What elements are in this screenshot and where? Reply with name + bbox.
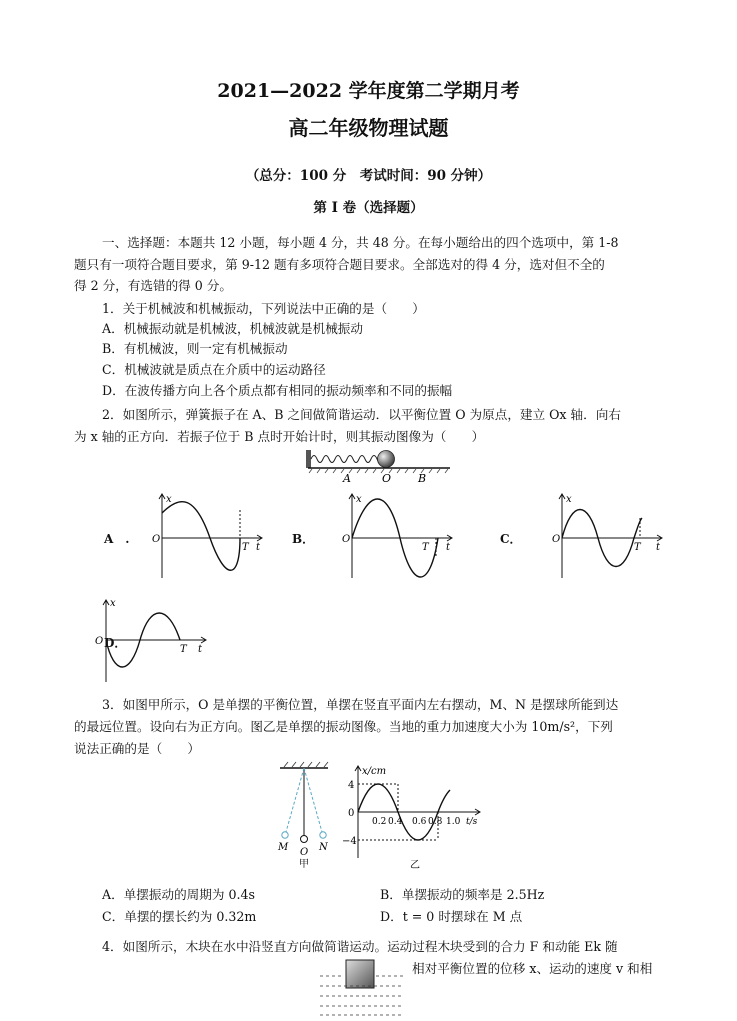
q1-option-a: A．机械振动就是机械波，机械波就是机械振动	[102, 321, 363, 336]
pendulum-o-label: O	[300, 847, 309, 858]
q4-stem-line2: 相对平衡位置的位移 x、运动的速度 v 和相	[412, 961, 653, 976]
wood-block	[346, 960, 374, 988]
graph-d-t-label: t	[198, 644, 203, 655]
q3-stem-line3: 说法正确的是（ ）	[74, 741, 200, 756]
bob-right	[320, 832, 326, 838]
graph-option-d	[92, 596, 212, 686]
graph-b-origin: O	[342, 534, 351, 545]
graph-a-t-label: t	[256, 542, 261, 553]
graph3-xtick-0.4: 0.4	[388, 817, 403, 827]
graph-option-a	[150, 490, 270, 582]
section-intro-line1: 一、选择题：本题共 12 小题，每小题 4 分，共 48 分。在每小题给出的四个选项中，第 1-8	[102, 235, 619, 250]
graph-option-c	[550, 490, 670, 582]
graph3-x-label: t/s	[466, 817, 478, 827]
graph-a-curve	[162, 502, 240, 571]
q3-option-c: C．单摆的摆长约为 0.32m	[102, 909, 257, 924]
floating-block-figure	[318, 954, 408, 1018]
pendulum-caption: 甲	[299, 859, 309, 870]
q2-option-b-label: B．	[292, 532, 315, 546]
point-o-label: O	[382, 472, 392, 485]
pendulum-n-label: N	[319, 842, 328, 853]
string-right	[304, 768, 322, 832]
string-left	[286, 768, 304, 832]
graph-a-x-label: x	[166, 494, 172, 505]
q3-option-b: B．单摆振动的频率是 2.5Hz	[380, 887, 545, 902]
graph3-y-label: x/cm	[362, 766, 387, 777]
pendulum-m-label: M	[278, 842, 289, 853]
graph-d-period: T	[180, 644, 187, 655]
section-intro-line2: 题只有一项符合题目要求，第 9-12 题有多项符合题目要求。全部选对的得 4 分，选对但不全的	[74, 257, 605, 272]
volume-heading: 第 I 卷（选择题）	[313, 200, 424, 216]
q1-option-c: C．机械波就是质点在介质中的运动路径	[102, 362, 326, 377]
graph-b-period: T	[422, 542, 429, 553]
graph-c-origin: O	[552, 534, 561, 545]
graph-c-t-label: t	[656, 542, 661, 553]
q1-option-d: D．在波传播方向上各个质点都有相同的振动频率和不同的振幅	[102, 383, 453, 398]
exam-title-year: 2021—2022 学年度第二学期月考	[217, 80, 520, 102]
exam-title-subject: 高二年级物理试题	[288, 116, 449, 140]
q1-option-b: B．有机械波，则一定有机械振动	[102, 341, 288, 356]
spring-coil	[311, 456, 383, 463]
graph3-ytick-0: 0	[348, 808, 355, 819]
bob-center	[301, 836, 308, 843]
q2-option-a-label: A .	[104, 532, 130, 546]
wall	[306, 450, 311, 468]
spring-oscillator-figure	[300, 444, 460, 486]
q4-stem-line1: 4．如图所示，木块在水中沿竖直方向做简谐运动。运动过程木块受到的合力 F 和动能 Ek 随	[102, 939, 618, 954]
graph-d-origin: O	[95, 636, 104, 647]
graph3-caption: 乙	[410, 860, 420, 871]
q1-stem: 1．关于机械波和机械振动，下列说法中正确的是（ ）	[102, 301, 425, 316]
q3-option-d: D．t = 0 时摆球在 M 点	[380, 909, 523, 924]
graph-c-period: T	[634, 542, 641, 553]
q2-stem-line2: 为 x 轴的正方向．若振子位于 B 点时开始计时，则其振动图像为（ ）	[74, 429, 485, 444]
graph-option-b	[340, 490, 460, 582]
graph-a-period: T	[242, 542, 249, 553]
q3-stem-line1: 3．如图甲所示，O 是单摆的平衡位置，单摆在竖直平面内左右摆动，M、N 是摆球所能到达	[102, 697, 619, 712]
pendulum-figure	[276, 760, 336, 870]
point-b-label: B	[418, 472, 427, 485]
graph3-xtick-0.2: 0.2	[372, 817, 387, 827]
track-hatch	[309, 469, 448, 473]
pendulum-vibration-graph	[340, 760, 490, 872]
graph3-ytick-neg4: −4	[342, 836, 357, 847]
graph-d-x-label: x	[110, 598, 116, 609]
q2-stem-line1: 2．如图所示，弹簧振子在 A、B 之间做简谐运动．以平衡位置 O 为原点，建立 Ox 轴．向右	[102, 407, 621, 422]
graph3-ytick-4: 4	[348, 780, 355, 791]
q3-option-a: A．单摆振动的周期为 0.4s	[102, 887, 255, 902]
graph3-xtick-1.0: 1.0	[446, 817, 461, 827]
q2-option-d-label: D．	[104, 636, 127, 650]
bob-left	[282, 832, 288, 838]
q3-stem-line2: 的最远位置。设向右为正方向。图乙是单摆的振动图像。当地的重力加速度大小为 10m/s²，下列	[74, 719, 613, 734]
graph-c-x-label: x	[566, 494, 572, 505]
graph-b-t-label: t	[446, 542, 451, 553]
point-a-label: A	[343, 472, 351, 485]
q2-option-c-label: C．	[500, 532, 522, 546]
section-intro-line3: 得 2 分，有选错的得 0 分。	[74, 278, 232, 293]
exam-score-time: （总分：100 分 考试时间：90 分钟）	[245, 168, 492, 184]
graph-b-x-label: x	[356, 494, 362, 505]
graph3-xtick-0.6: 0.6	[412, 817, 427, 827]
oscillator-ball	[378, 451, 395, 468]
graph-a-origin: O	[152, 534, 161, 545]
graph3-xtick-0.8: 0.8	[428, 817, 443, 827]
